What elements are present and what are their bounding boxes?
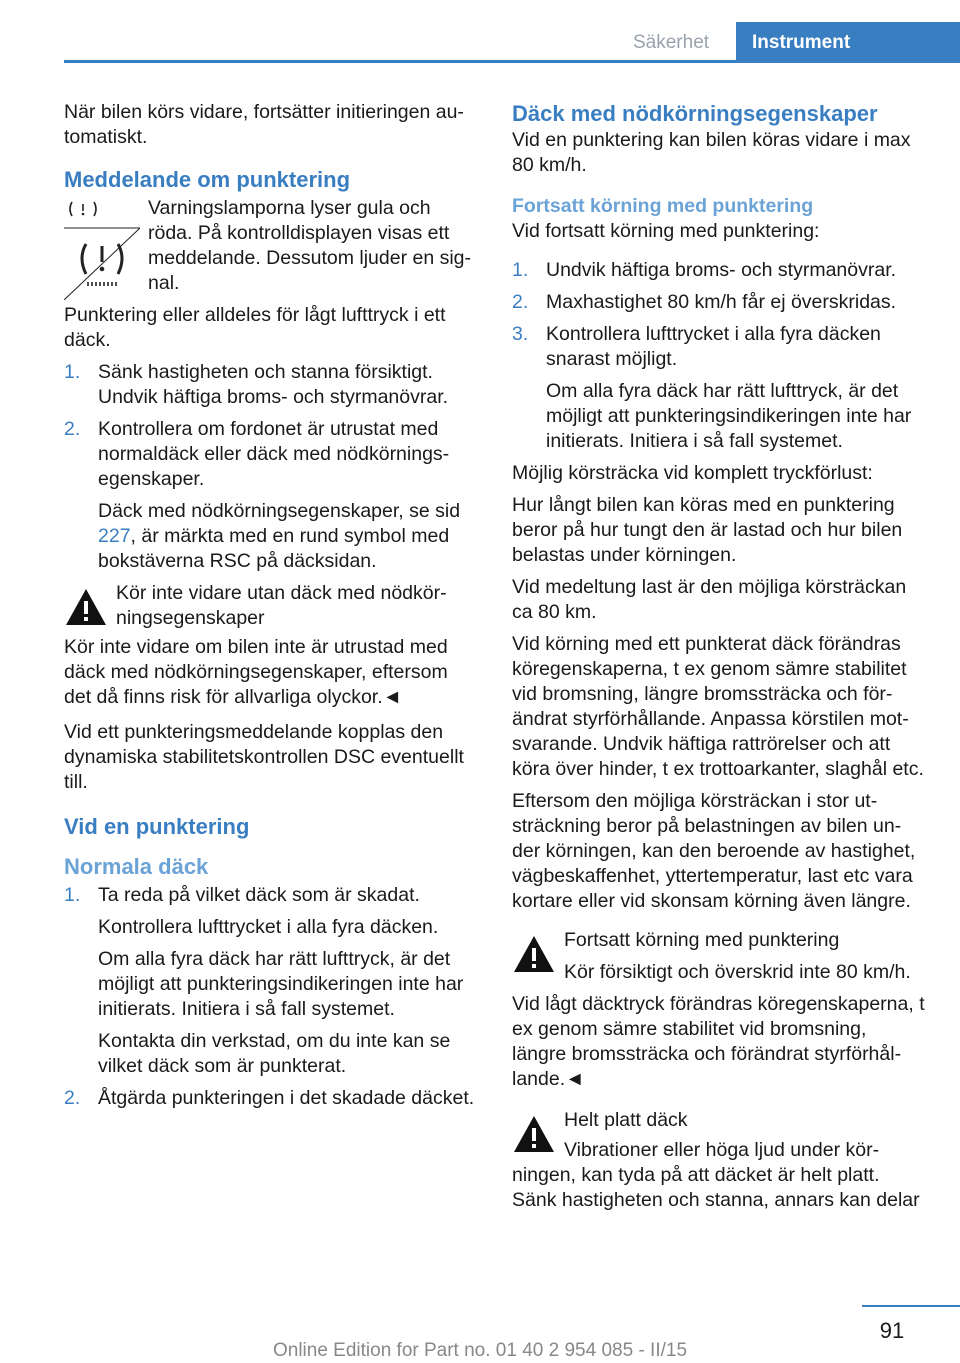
warning-body: Vid lågt däcktryck förändras köregenskaperna, t ex genom sämre stabilitet vid bromsning, längre bromssträcka och förändrat styrförhål-lande.◄ <box>512 993 925 1090</box>
puncture-steps <box>64 360 478 574</box>
step-text: Undvik häftiga broms- och styrmanövrar. <box>546 259 897 281</box>
runflat-paragraph: Vid en punktering kan bilen köras vidare i max 80 km/h. <box>512 129 911 176</box>
step-text: Ta reda på vilket däck som är skadat. <box>98 884 420 906</box>
warning-block <box>512 928 926 985</box>
how-far-paragraph: Hur långt bilen kan köras med en punktering beror på hur tungt den är lastad och hur bilen belastas under körningen. <box>512 494 903 566</box>
warning-title: Kör inte vidare utan däck med nödkör-ningsegenskaper <box>116 582 447 629</box>
list-item <box>512 290 926 315</box>
step-number: 2. <box>64 418 81 440</box>
warning-triangle-icon <box>64 587 108 627</box>
continued-driving-steps <box>512 258 926 454</box>
heading-in-case-of-puncture: Vid en punktering <box>64 814 250 839</box>
step-note <box>98 499 478 574</box>
section-tab[interactable]: Säkerhet <box>633 32 710 53</box>
warning-title: Helt platt däck <box>564 1109 688 1131</box>
step-number: 1. <box>512 259 529 281</box>
left-column <box>64 100 478 1118</box>
warning-lamp-block <box>64 196 478 296</box>
page-number: 91 <box>879 1318 905 1343</box>
puncture-paragraph: Punktering eller alldeles för lågt lufttryck i ett däck. <box>64 304 446 351</box>
properties-paragraph: Vid körning med ett punkterat däck förändras köregenskaperna, t ex genom sämre stabilitet vid bromsning, längre bromssträcka och för-ändrat styrförhållande. Anpassa körstilen mot-svarande. Undvik häftiga rattrörelser och att köra över hinder, t ex trottoarkanter, slaghål etc. <box>512 633 924 780</box>
lamp-description: Varningslamporna lyser gula och röda. På kontrolldisplayen visas ett meddelande. Dessutom ljuder en sig-nal. <box>148 197 472 294</box>
step-text: Om alla fyra däck har rätt lufttryck, är det möjligt att punkteringsindikeringen inte har initierats. Initiera i så fall systemet. <box>546 380 912 452</box>
page-header <box>0 0 960 64</box>
heading-continued-driving: Fortsatt körning med punktering <box>512 195 814 217</box>
continued-driving-intro: Vid fortsatt körning med punktering: <box>512 220 820 242</box>
step-number: 1. <box>64 361 81 383</box>
warning-title: Fortsatt körning med punktering <box>564 929 840 951</box>
list-item <box>64 417 478 574</box>
edition-text: Online Edition for Part no. 01 40 2 954 085 - II/15 <box>272 1340 688 1361</box>
step-number: 2. <box>512 291 529 313</box>
list-item <box>64 1086 478 1111</box>
step-number: 2. <box>64 1087 81 1109</box>
step-text: Sänk hastigheten och stanna försiktigt. Undvik häftiga broms- och styrmanövrar. <box>98 361 449 408</box>
active-section-tab[interactable]: Instrument <box>736 22 960 60</box>
heading-puncture-message: Meddelande om punktering <box>64 167 351 192</box>
header-rule <box>64 60 960 63</box>
step-text: Maxhastighet 80 km/h får ej överskridas. <box>546 291 897 313</box>
list-item <box>512 322 926 454</box>
since-paragraph: Eftersom den möjliga körsträckan i stor ut-sträckning beror på belastningen av bilen un-der körningen, kan den beroende av hastighet, vägbeskaffenhet, yttertemperatur, last etc vara kortare eller vid skonsam körning även längre. <box>512 790 916 912</box>
distance-paragraph: Möjlig körsträcka vid komplett tryckförlust: <box>512 462 873 484</box>
list-item <box>64 883 478 1079</box>
step-text: Kontrollera lufttrycket i alla fyra däcken snarast möjligt. <box>546 323 881 370</box>
intro-paragraph: När bilen körs vidare, fortsätter initieringen au-tomatiskt. <box>64 101 464 148</box>
warning-triangle-icon <box>512 934 556 974</box>
warning-block <box>512 1108 926 1156</box>
note-text: , är märkta med en rund symbol med bokstäverna RSC på däcksidan. <box>98 525 450 572</box>
average-load-paragraph: Vid medeltung last är den möjliga körsträckan ca 80 km. <box>512 576 907 623</box>
step-text: Åtgärda punkteringen i det skadade däcket. <box>98 1087 475 1109</box>
normal-tire-steps <box>64 883 478 1111</box>
step-number: 3. <box>512 323 529 345</box>
step-text: Kontrollera lufttrycket i alla fyra däcken. <box>98 916 439 938</box>
warning-triangle-icon <box>512 1114 556 1154</box>
warning-body: Vibrationer eller höga ljud under kör-ningen, kan tyda på att däcket är helt platt. Sänk hastigheten och stanna, annars kan delar <box>512 1139 920 1211</box>
right-column <box>512 100 926 1220</box>
page-reference-link[interactable]: 227 <box>98 525 131 547</box>
heading-normal-tires: Normala däck <box>64 854 209 879</box>
list-item <box>64 360 478 410</box>
warning-body: Kör inte vidare om bilen inte är utrustad med däck med nödkörningsegenskaper, eftersom det då finns risk för allvarliga olyckor.◄ <box>64 636 448 708</box>
warning-block <box>64 581 478 631</box>
tire-pressure-warning-lamp-icon <box>64 200 140 300</box>
step-number: 1. <box>64 884 81 906</box>
warning-line: Kör försiktigt och överskrid inte 80 km/h. <box>564 961 911 983</box>
heading-runflat-tires: Däck med nödkörningsegenskaper <box>512 101 878 126</box>
list-item <box>512 258 926 283</box>
dsc-paragraph: Vid ett punkteringsmeddelande kopplas den dynamiska stabilitetskontrollen DSC eventuellt till. <box>64 721 464 793</box>
note-text: Däck med nödkörningsegenskaper, se sid <box>98 500 461 522</box>
step-text: Kontrollera om fordonet är utrustat med normaldäck eller däck med nödkörnings-egenskaper. <box>98 418 450 490</box>
footer-edition <box>0 1338 960 1363</box>
page-number-rule <box>862 1305 960 1307</box>
step-text: Kontakta din verkstad, om du inte kan se vilket däck som är punkterat. <box>98 1030 451 1077</box>
step-text: Om alla fyra däck har rätt lufttryck, är det möjligt att punkteringsindikeringen inte har initierats. Initiera i så fall systemet. <box>98 948 464 1020</box>
